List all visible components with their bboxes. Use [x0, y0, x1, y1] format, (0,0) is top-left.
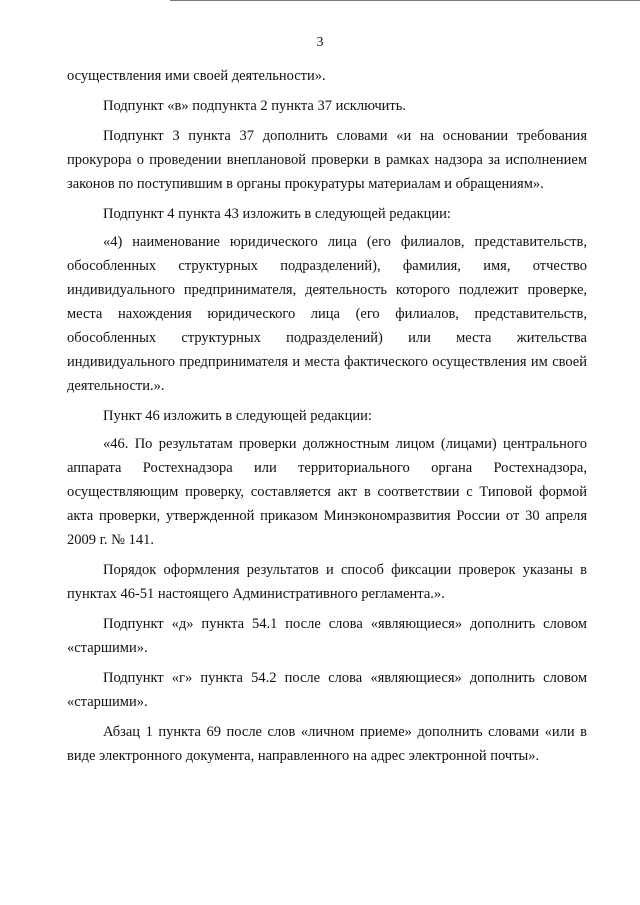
top-border-line: [170, 0, 640, 1]
page-number: 3: [316, 35, 324, 50]
paragraph-item-69-addition: Абзац 1 пункта 69 после слов «личном приеме» дополнить словами «или в виде электронного документа, направленного на адрес электронной почты».: [67, 724, 587, 764]
paragraph-subitem-3-addition: Подпункт 3 пункта 37 дополнить словами «и на основании требования прокурора о проведении внеплановой проверки в рамках надзора за исполнением законов по поступившим в органы прокуратуры материалам и обращениям».: [67, 128, 587, 192]
document-body: [67, 64, 587, 768]
paragraph-subitem-v-removal: Подпункт «в» подпункта 2 пункта 37 исключить.: [103, 98, 406, 114]
paragraph-continuation: осуществления ими своей деятельности».: [67, 68, 326, 84]
paragraph-results-procedure: Порядок оформления результатов и способ фиксации проверок указаны в пунктах 46-51 настоящего Административного регламента.».: [67, 562, 587, 602]
paragraph-subitem-g-addition: Подпункт «г» пункта 54.2 после слова «являющиеся» дополнить словом «старшими».: [67, 670, 587, 710]
paragraph-item-46-intro: Пункт 46 изложить в следующей редакции:: [103, 408, 372, 424]
paragraph-subitem-4-text: «4) наименование юридического лица (его филиалов, представительств, обособленных структурных подразделений), фамилия, имя, отчество индивидуального предпринимателя, деятельность которого подлежит проверке, места нахождения юридического лица (его филиалов, представительств, обособленных структурных подразделений) или места жительства индивидуального предпринимателя и места фактического осуществления им своей деятельности.».: [67, 234, 587, 394]
paragraph-subitem-d-addition: Подпункт «д» пункта 54.1 после слова «являющиеся» дополнить словом «старшими».: [67, 616, 587, 656]
paragraph-subitem-4-intro: Подпункт 4 пункта 43 изложить в следующей редакции:: [103, 206, 451, 222]
paragraph-item-46-text: «46. По результатам проверки должностным лицом (лицами) центрального аппарата Ростехнадзора или территориального органа Ростехнадзора, осуществляющим проверку, составляется акт в соответствии с Типовой формой акта проверки, утвержденной приказом Минэкономразвития России от 30 апреля 2009 г. № 141.: [67, 436, 587, 548]
